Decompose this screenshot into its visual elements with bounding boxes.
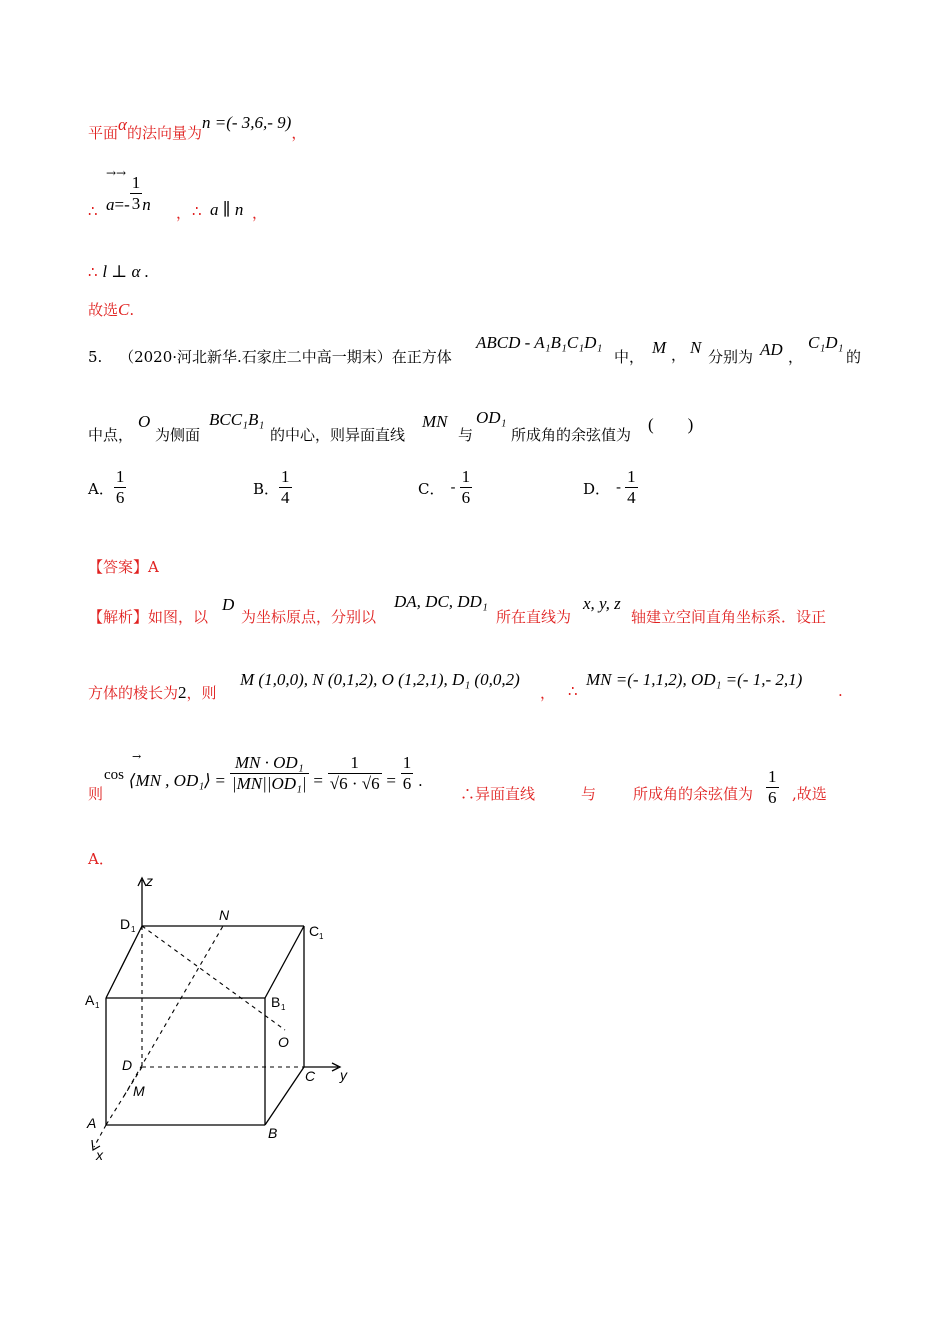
var-M: M (652, 338, 667, 357)
answer-tag: 【答案】 (88, 558, 149, 576)
label-O: O (278, 1034, 289, 1050)
option-fraction (114, 468, 127, 507)
segment-C1D1: C₁D₁ (808, 333, 844, 352)
frac-den: |MN||OD₁| (231, 774, 307, 793)
option-label: B． (253, 479, 280, 498)
frac-den: 6 (115, 488, 125, 507)
equals: = (215, 770, 226, 790)
question-line-2 (88, 424, 133, 445)
choose-line (88, 299, 134, 320)
line-OD1: OD₁ (476, 408, 507, 427)
label-D1-sub: 1 (131, 925, 136, 934)
option-b (253, 468, 292, 507)
choose-letter: C (118, 300, 130, 319)
cos-label: cos (104, 766, 124, 783)
a-equals-line (88, 166, 268, 222)
frac-num: 1 (328, 754, 382, 774)
frac-den: 6 (402, 774, 412, 793)
text-cosine-angle: 所成角的余弦值为 (511, 426, 632, 444)
option-fraction (460, 468, 473, 507)
point-coordinates: M (1,0,0), N (0,1,2), O (1,2,1), D₁ (0,0,2) (240, 670, 520, 689)
therefore-symbol: ∴ (88, 202, 98, 220)
frac-den: √6 · √6 (329, 774, 380, 793)
axes-lines: DA, DC, DD₁ (394, 592, 488, 611)
line-MN: MN (422, 412, 448, 431)
frac-num: MN · OD₁ (230, 754, 309, 774)
var-N: N (690, 338, 702, 357)
therefore-symbol: ∴ (568, 682, 578, 700)
option-fraction (625, 468, 638, 507)
label-M: M (133, 1083, 145, 1099)
frac-num: 1 (281, 467, 290, 486)
answer-blank: ( ) (648, 415, 694, 434)
text-lines-as: 所在直线为 (496, 608, 572, 626)
label-N: N (219, 907, 230, 923)
text-origin: 为坐标原点，分别以 (241, 608, 377, 626)
final-answer: A． (88, 850, 114, 868)
option-a (88, 468, 126, 507)
option-c (418, 468, 472, 507)
text-and: 与 (581, 785, 597, 803)
analysis-line-4 (88, 848, 114, 869)
result-fraction (401, 754, 414, 793)
eq-neg: =- (114, 194, 130, 214)
angle-vectors: ⟨MN , OD₁⟩ (128, 770, 211, 790)
frac-num: 1 (115, 467, 125, 486)
option-label: A． (88, 479, 114, 498)
label-A1-sub: 1 (95, 1001, 100, 1010)
text-cosine-angle: 所成角的余弦值为 (633, 785, 754, 803)
cos-fraction (230, 754, 309, 793)
text-normal-vector: 的法向量为 (126, 124, 202, 142)
answer-value: A (148, 558, 159, 576)
a-vector-expr (106, 166, 151, 214)
text-zhong: 中， (614, 348, 645, 366)
period: . (129, 301, 135, 319)
comma: ， (252, 204, 268, 222)
frac-num: 1 (627, 467, 636, 486)
axes-xyz: x, y, z (583, 594, 621, 613)
option-label: C． (418, 479, 445, 498)
edge-B1C1 (265, 926, 304, 998)
a-vector: a (106, 194, 115, 214)
therefore-symbol: ∴ (88, 263, 98, 281)
cosine-formula (104, 750, 423, 793)
vector-arrow-icon: → (132, 750, 142, 763)
question-number: 5. (88, 348, 103, 366)
option-sign: - (450, 477, 456, 496)
question-line-1 (88, 346, 452, 367)
var-D: D (222, 595, 235, 614)
text-fenbie: 分别为 (708, 348, 754, 366)
label-x: x (96, 1147, 103, 1163)
var-O: O (138, 412, 151, 431)
text-then: ，则 (186, 684, 217, 702)
analysis-tag: 【解析】 (88, 608, 149, 626)
edge-BC (265, 1067, 304, 1125)
frac-den: 4 (281, 488, 290, 507)
text-de: 的 (846, 348, 862, 366)
option-label: D． (583, 479, 611, 498)
label-C1-sub: 1 (319, 932, 324, 941)
frac-den: 6 (768, 788, 777, 807)
equals: = (313, 770, 323, 790)
comma: ， (291, 124, 307, 142)
text-choose: 故选 (88, 301, 119, 319)
l-perp-line (88, 262, 149, 282)
comma: ， (540, 684, 556, 702)
vector-arrow-icon: →→ (106, 166, 127, 180)
text-and: 与 (458, 426, 474, 444)
segment-MN (124, 926, 223, 1096)
text-so-choose: ,故选 (792, 785, 827, 803)
label-C: C (305, 1068, 316, 1084)
vector-coordinates: MN =(- 1,1,2), OD₁ =(- 1,- 2,1) (586, 670, 803, 689)
segment-AD: AD (760, 340, 783, 359)
answer-line (88, 556, 159, 577)
face-BCC1B1: BCC₁B₁ (209, 410, 265, 429)
text-edge-length: 方体的棱长为 (88, 684, 179, 702)
frac-num: 1 (461, 467, 471, 486)
text-midpoint: 中点， (88, 426, 134, 444)
option-sign: - (616, 477, 622, 496)
frac-den: 3 (131, 194, 141, 213)
alpha-symbol: α (118, 115, 127, 134)
label-C1: C (309, 923, 320, 939)
text-side-face: 为侧面 (155, 426, 201, 444)
fraction-one-third (130, 174, 143, 213)
text-plane: 平面 (88, 124, 119, 142)
sqrt-fraction (328, 754, 382, 793)
cube-figure (80, 868, 360, 1168)
therefore-symbol: ∴ (192, 202, 202, 220)
label-B: B (268, 1125, 278, 1141)
option-fraction (279, 468, 292, 507)
analysis-line-1 (88, 606, 208, 627)
text-skew-lines: ∴异面直线 (460, 785, 536, 803)
normal-vector-line (88, 113, 307, 143)
normal-vector-n: n =(- 3,6,- 9) (201, 113, 292, 132)
frac-num: 1 (402, 753, 412, 772)
label-D: D (122, 1057, 133, 1073)
cube-name: ABCD - A₁B₁C₁D₁ (476, 333, 603, 352)
text-build-coords: 轴建立空间直角坐标系．设正 (631, 608, 827, 626)
label-D1: D (120, 916, 131, 932)
l-perp-alpha: l ⊥ α . (102, 262, 149, 281)
frac-num: 1 (131, 173, 141, 192)
question-source: （2020·河北新华.石家庄二中高一期末）在正方体 (119, 348, 452, 366)
text-as-shown: 如图，以 (148, 608, 209, 626)
label-A: A (87, 1115, 97, 1131)
period: . (838, 682, 843, 700)
option-d (583, 468, 638, 507)
text-center: 的中心，则异面直线 (270, 426, 406, 444)
frac-num: 1 (768, 767, 777, 786)
frac-den: 6 (461, 488, 471, 507)
a-parallel-n: a ∥ n (210, 200, 244, 219)
edge-A1D1 (106, 926, 142, 998)
final-fraction (766, 768, 779, 807)
label-B1-sub: 1 (281, 1003, 286, 1012)
n-var: n (142, 194, 151, 214)
analysis-line-2 (88, 682, 217, 703)
text-then: 则 (88, 785, 104, 803)
label-y: y (340, 1067, 347, 1083)
period: . (418, 771, 423, 790)
label-B1: B (271, 994, 281, 1010)
equals: = (386, 770, 396, 790)
frac-den: 4 (627, 488, 636, 507)
comma: ， (176, 204, 192, 222)
edge-length-value: 2 (178, 683, 187, 702)
label-z: z (146, 873, 153, 889)
label-A1: A (85, 992, 95, 1008)
